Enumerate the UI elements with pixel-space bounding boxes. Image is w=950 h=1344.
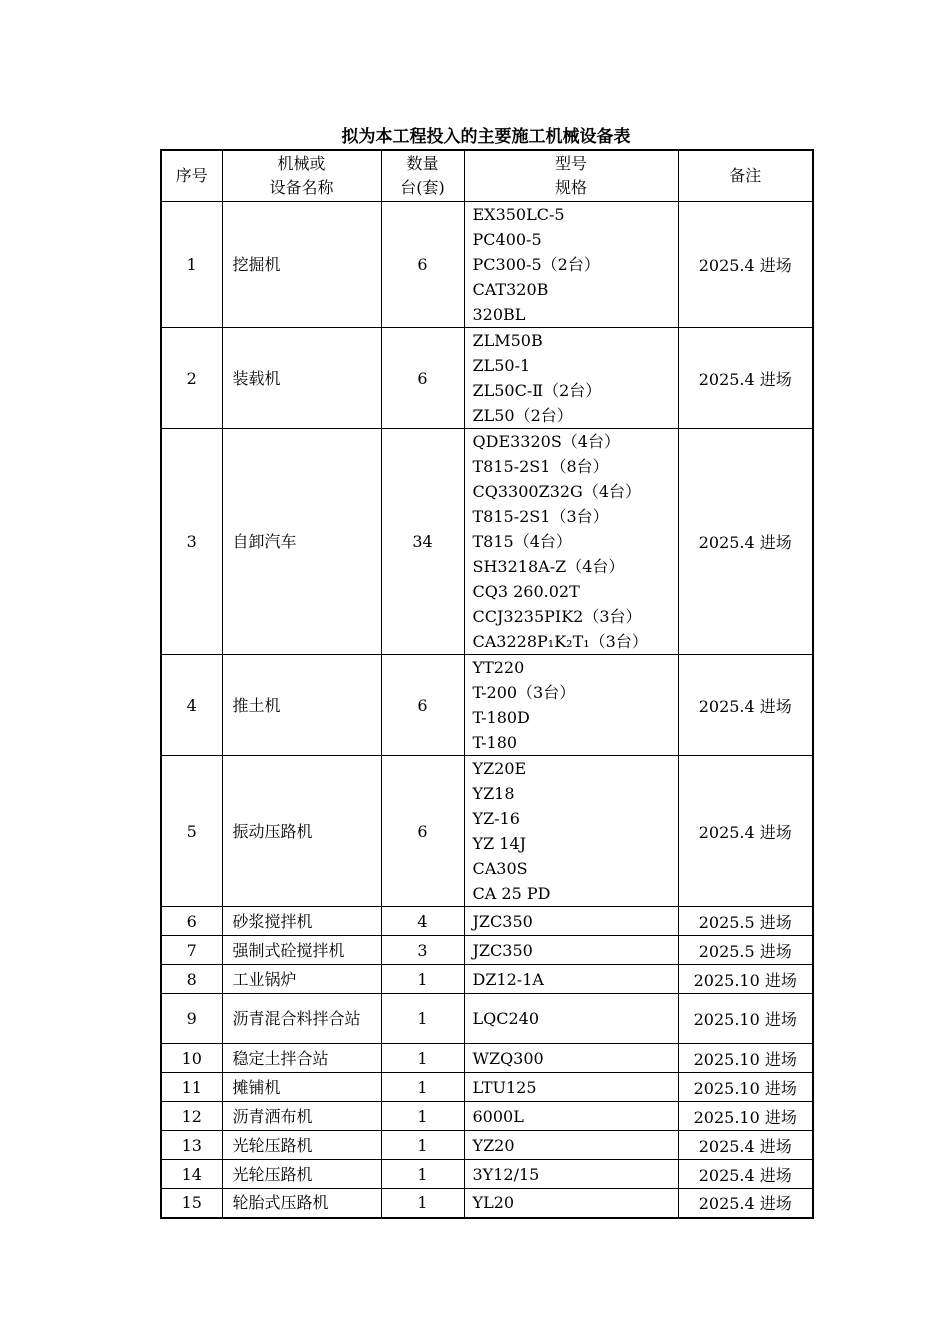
spec-line: QDE3320S（4台） [472, 432, 620, 451]
spec-line: T815-2S1（8台） [472, 457, 609, 476]
equipment-name: 装载机 [222, 328, 381, 429]
spec-line: 320BL [472, 305, 526, 324]
equipment-quantity: 1 [381, 994, 464, 1044]
table-row [161, 1189, 813, 1218]
equipment-specs [464, 1102, 678, 1131]
equipment-name: 工业锅炉 [222, 965, 381, 994]
header-qty [381, 150, 464, 202]
row-index: 5 [161, 756, 222, 907]
spec-line: ZL50C-Ⅱ（2台） [472, 381, 602, 400]
equipment-specs [464, 756, 678, 907]
header-index [161, 150, 222, 202]
spec-line: T815-2S1（3台） [472, 507, 609, 526]
row-index: 8 [161, 965, 222, 994]
spec-line: T-200（3台） [472, 683, 576, 702]
spec-line: T815（4台） [472, 532, 572, 551]
equipment-specs [464, 1044, 678, 1073]
spec-line: 3Y12/15 [472, 1164, 540, 1184]
entry-note: 2025.10 进场 [678, 1044, 813, 1073]
equipment-specs [464, 1131, 678, 1160]
spec-line: ZLM50B [472, 331, 543, 350]
table-row [161, 1102, 813, 1131]
row-index: 11 [161, 1073, 222, 1102]
entry-note: 2025.10 进场 [678, 1073, 813, 1102]
entry-note: 2025.10 进场 [678, 1102, 813, 1131]
header-name-line2: 设备名称 [269, 178, 334, 197]
equipment-name: 轮胎式压路机 [222, 1189, 381, 1218]
entry-note: 2025.4 进场 [678, 1131, 813, 1160]
table-row [161, 1044, 813, 1073]
equipment-name: 沥青洒布机 [222, 1102, 381, 1131]
spec-line: SH3218A-Z（4台） [472, 557, 625, 576]
equipment-name: 摊铺机 [222, 1073, 381, 1102]
entry-note: 2025.4 进场 [678, 328, 813, 429]
row-index: 4 [161, 655, 222, 756]
entry-note: 2025.4 进场 [678, 756, 813, 907]
entry-note: 2025.4 进场 [678, 1189, 813, 1218]
equipment-name: 稳定土拌合站 [222, 1044, 381, 1073]
header-spec-line2: 规格 [554, 178, 587, 197]
table-row [161, 1160, 813, 1189]
equipment-table [160, 149, 814, 1219]
spec-line: LQC240 [472, 1009, 540, 1028]
table-header-row [161, 150, 813, 202]
spec-line: CQ3 260.02T [472, 582, 580, 601]
equipment-quantity: 1 [381, 1044, 464, 1073]
spec-line: ZL50-1 [472, 356, 531, 375]
equipment-name: 推土机 [222, 655, 381, 756]
table-row [161, 756, 813, 907]
header-name [222, 150, 381, 202]
table-row [161, 907, 813, 936]
spec-line: JZC350 [472, 940, 533, 960]
table-row [161, 328, 813, 429]
spec-line: PC400-5 [472, 230, 542, 249]
equipment-quantity: 1 [381, 1073, 464, 1102]
spec-line: YZ20 [472, 1135, 515, 1155]
row-index: 1 [161, 202, 222, 328]
equipment-specs [464, 965, 678, 994]
equipment-specs [464, 994, 678, 1044]
row-index: 10 [161, 1044, 222, 1073]
header-qty-line2: 台(套) [400, 178, 445, 197]
entry-note: 2025.4 进场 [678, 429, 813, 655]
table-row [161, 1131, 813, 1160]
equipment-specs [464, 907, 678, 936]
equipment-quantity: 4 [381, 907, 464, 936]
row-index: 3 [161, 429, 222, 655]
entry-note: 2025.5 进场 [678, 936, 813, 965]
equipment-quantity: 6 [381, 328, 464, 429]
spec-line: YL20 [472, 1193, 515, 1213]
table-row [161, 1073, 813, 1102]
entry-note: 2025.10 进场 [678, 994, 813, 1044]
spec-line: YZ20E [472, 759, 527, 778]
spec-line: CAT320B [472, 280, 549, 299]
header-note-label: 备注 [729, 166, 762, 185]
row-index: 6 [161, 907, 222, 936]
spec-line: EX350LC-5 [472, 205, 565, 224]
equipment-specs [464, 202, 678, 328]
row-index: 7 [161, 936, 222, 965]
equipment-name: 强制式砼搅拌机 [222, 936, 381, 965]
spec-line: CA30S [472, 859, 528, 878]
spec-line: YZ 14J [472, 834, 527, 853]
equipment-name: 振动压路机 [222, 756, 381, 907]
spec-line: JZC350 [472, 911, 533, 931]
spec-line: YT220 [472, 658, 525, 677]
equipment-quantity: 6 [381, 202, 464, 328]
equipment-specs [464, 328, 678, 429]
spec-line: CA 25 PD [472, 884, 551, 903]
entry-note: 2025.4 进场 [678, 1160, 813, 1189]
equipment-name: 沥青混合料拌合站 [222, 994, 381, 1044]
spec-line: YZ18 [472, 784, 515, 803]
equipment-name: 光轮压路机 [222, 1160, 381, 1189]
equipment-name: 挖掘机 [222, 202, 381, 328]
equipment-quantity: 6 [381, 756, 464, 907]
equipment-name: 自卸汽车 [222, 429, 381, 655]
equipment-quantity: 1 [381, 1160, 464, 1189]
row-index: 13 [161, 1131, 222, 1160]
entry-note: 2025.10 进场 [678, 965, 813, 994]
equipment-quantity: 6 [381, 655, 464, 756]
entry-note: 2025.4 进场 [678, 202, 813, 328]
spec-line: T-180 [472, 733, 518, 752]
header-name-line1: 机械或 [277, 154, 326, 173]
row-index: 2 [161, 328, 222, 429]
equipment-quantity: 1 [381, 1131, 464, 1160]
equipment-specs [464, 1189, 678, 1218]
equipment-quantity: 3 [381, 936, 464, 965]
equipment-table-body [161, 150, 813, 1218]
equipment-quantity: 1 [381, 965, 464, 994]
row-index: 12 [161, 1102, 222, 1131]
header-index-label: 序号 [175, 166, 208, 185]
spec-line: 6000L [472, 1106, 524, 1126]
equipment-name: 砂浆搅拌机 [222, 907, 381, 936]
header-spec-line1: 型号 [554, 154, 587, 173]
entry-note: 2025.5 进场 [678, 907, 813, 936]
equipment-specs [464, 936, 678, 965]
spec-line: WZQ300 [472, 1048, 544, 1068]
header-qty-line1: 数量 [406, 154, 439, 173]
table-row [161, 965, 813, 994]
spec-line: PC300-5（2台） [472, 255, 600, 274]
spec-line: LTU125 [472, 1077, 537, 1097]
spec-line: CQ3300Z32G（4台） [472, 482, 642, 501]
table-row [161, 202, 813, 328]
row-index: 14 [161, 1160, 222, 1189]
spec-line: CCJ3235PIK2（3台） [472, 607, 642, 626]
equipment-specs [464, 429, 678, 655]
spec-line: T-180D [472, 708, 530, 727]
spec-line: CA3228P₁K₂T₁（3台） [472, 632, 648, 651]
equipment-quantity: 1 [381, 1189, 464, 1218]
table-row [161, 429, 813, 655]
equipment-quantity: 34 [381, 429, 464, 655]
entry-note: 2025.4 进场 [678, 655, 813, 756]
table-row [161, 994, 813, 1044]
spec-line: ZL50（2台） [472, 406, 573, 425]
table-row [161, 936, 813, 965]
header-note [678, 150, 813, 202]
equipment-specs [464, 1073, 678, 1102]
equipment-specs [464, 1160, 678, 1189]
spec-line: DZ12-1A [472, 969, 544, 989]
spec-line: YZ-16 [472, 809, 520, 828]
equipment-specs [464, 655, 678, 756]
row-index: 9 [161, 994, 222, 1044]
equipment-quantity: 1 [381, 1102, 464, 1131]
page-title: 拟为本工程投入的主要施工机械设备表 [341, 127, 631, 147]
table-row [161, 655, 813, 756]
header-spec [464, 150, 678, 202]
equipment-name: 光轮压路机 [222, 1131, 381, 1160]
row-index: 15 [161, 1189, 222, 1218]
